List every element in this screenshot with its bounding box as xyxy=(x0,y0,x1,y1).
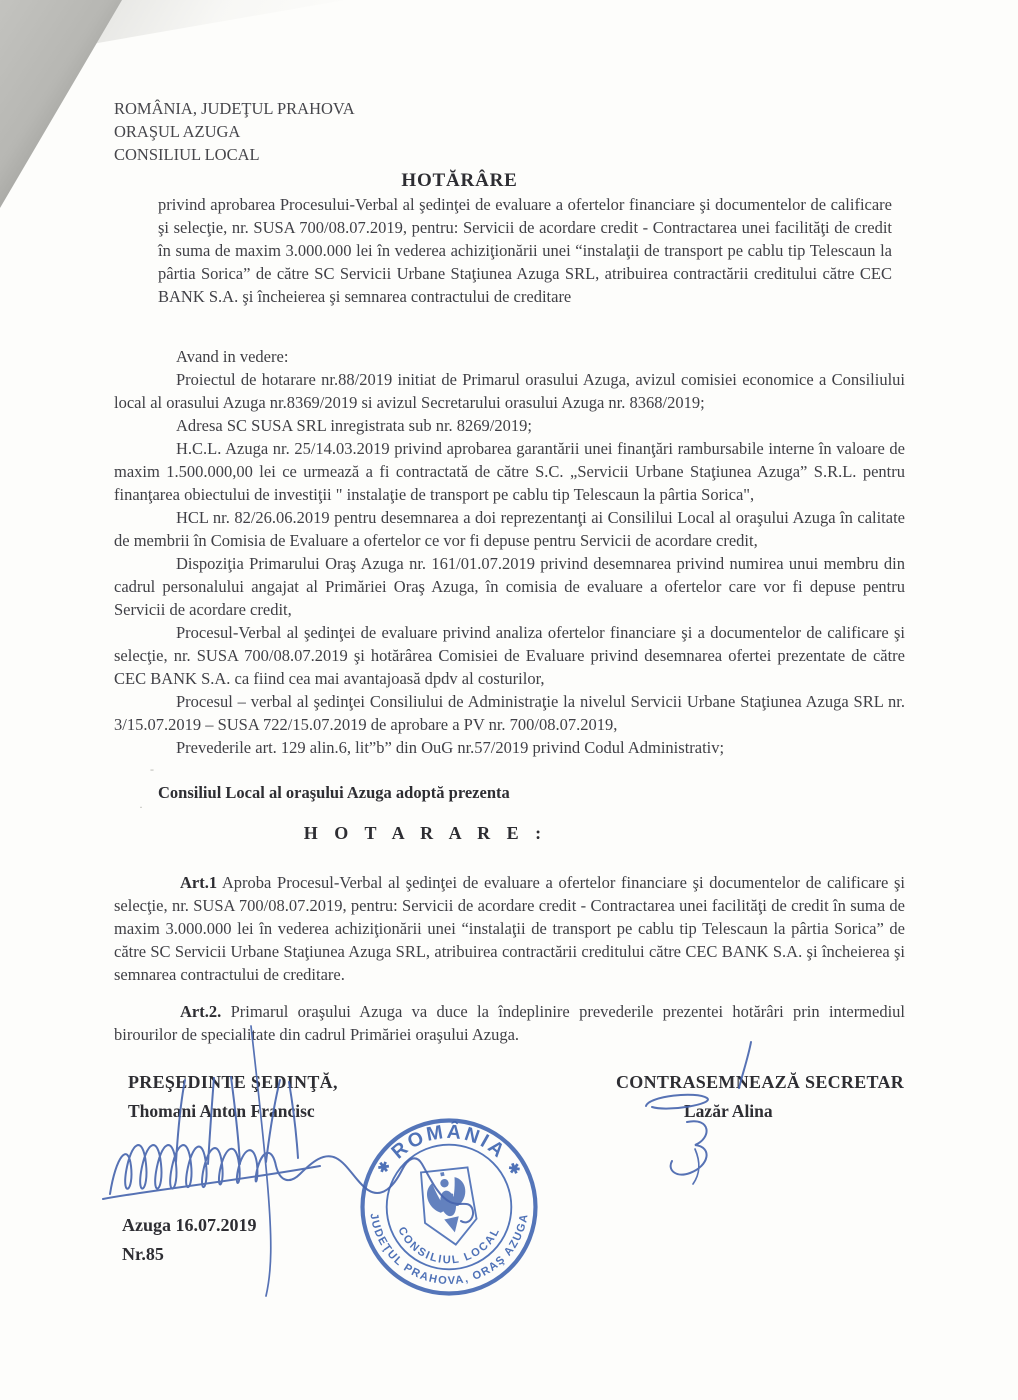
article-1-text: Aproba Procesul-Verbal al şedinţei de evaluare a ofertelor financiare şi documentelor de calificare şi selecţie, nr. SUSA 700/08.07.2019, pentru: Servicii de acordare credit - Contractarea unei facilităţi de credit în suma de maxim 3.000.000 lei în vederea achiziţionării unei “instalaţii de transport pe cablu tip Telescaun la pârtia Sorica” de către SC Servicii Urbane Staţiunea Azuga SRL, atribuirea contractării creditului către CEC BANK S.A. şi încheierea şi semnarea contractului de creditare. xyxy=(114,873,906,984)
svg-text:CONSILIUL LOCAL xyxy=(395,1225,502,1266)
stamp-council-text: CONSILIUL LOCAL xyxy=(395,1225,503,1267)
stamp-star-left: ✱ xyxy=(374,1157,394,1177)
consideration-item: Procesul-Verbal al şedinţei de evaluare privind analiza ofertelor financiare şi a documentelor de calificare şi selecţie, nr. SUSA 700/08.07.2019 şi hotărârea Comisiei de Evaluare privind desemnarea ofertei prezentate de către CEC BANK S.A. ca fiind cea mai avantajoasă dpdv al costurilor, xyxy=(114,623,905,688)
header-line-council: CONSILIUL LOCAL xyxy=(114,145,260,164)
consideration-item: Adresa SC SUSA SRL inregistrata sub nr. 8269/2019; xyxy=(176,416,532,435)
consideration-item: H.C.L. Azuga nr. 25/14.03.2019 privind aprobarea garantării unei finanţări rambursabile interne în valoare de maxim 1.500.000,00 lei ce urmează a fi contractată de către S.C. „Servicii Urbane Staţiunea Azuga” S.R.L. pentru finanţarea obiectului de investiţii " instalaţie de transport pe cablu tip Telescaun la pârtia Sorica", xyxy=(114,439,905,504)
article-1 xyxy=(114,871,905,986)
stamp-star-right: ✱ xyxy=(504,1158,524,1179)
svg-text:ROMÂNIA xyxy=(387,1119,510,1164)
signature-ink-left-underline xyxy=(103,1166,320,1199)
stamp-coat-of-arms xyxy=(414,1162,484,1250)
consideration-item: Procesul – verbal al şedinţei Consiliului de Administraţie la nivelul Servicii Urbane Staţiunea Azuga SRL nr. 3/15.07.2019 – SUSA 722/15.07.2019 de aprobare a PV nr. 700/08.07.2019, xyxy=(114,692,905,734)
document-title: HOTĂRÂRE xyxy=(401,170,518,191)
scan-speck: ‑ xyxy=(150,762,154,776)
consideration-item: Prevederile art. 129 alin.6, lit”b” din OuG nr.57/2019 privind Codul Administrativ; xyxy=(176,738,725,757)
signature-ink-long-stroke xyxy=(251,1026,271,1296)
decision-number: Nr.85 xyxy=(122,1244,164,1264)
consideration-item: HCL nr. 82/26.06.2019 pentru desemnarea a doi reprezentanţi ai Consililui Local al oraşului Azuga în calitate de membrii în Comisia de Evaluare a ofertelor ce vor fi depuse pentru Servicii de acordare credit, xyxy=(114,508,905,550)
president-signature-title: PREŞEDINTE ŞEDINŢĂ, xyxy=(128,1072,338,1092)
preamble-intro: Avand in vedere: xyxy=(176,347,289,366)
article-2-text: Primarul oraşului Azuga va duce la îndeplinire prevederile prezentei hotărâri prin intermediul birourilor de specialitate din cadrul Primăriei oraşului Azuga. xyxy=(114,1002,906,1044)
president-signature-name: Thomani Anton Francisc xyxy=(128,1101,315,1121)
article-2 xyxy=(114,1000,905,1046)
scan-speck: · xyxy=(139,800,143,814)
issuer-header xyxy=(114,97,905,166)
header-line-country-county: ROMÂNIA, JUDEŢUL PRAHOVA xyxy=(114,99,355,118)
consideration-item: Dispoziţia Primarului Oraş Azuga nr. 161/01.07.2019 privind desemnarea privind numirea unui membru din cadrul personalului angajat al Primăriei Oraş Azuga, în comisia de evaluare a ofertelor care vor fi depuse pentru Servicii de acordare credit, xyxy=(114,554,905,619)
document-subtitle: privind aprobarea Procesului-Verbal al şedinţei de evaluare a ofertelor financiare şi documentelor de calificare şi selecţie, nr. SUSA 700/08.07.2019, pentru: Servicii de acordare credit - Contractarea unei facilităţi de credit în suma de maxim 3.000.000 lei în vederea achiziţionării unei “instalaţii de transport pe cablu tip Telescaun la pârtia Sorica” de către SC Servicii Urbane Staţiunea Azuga SRL, atribuirea contractării creditului către CEC BANK S.A. şi încheierea şi semnarea contractului de creditare xyxy=(158,195,892,306)
signature-ink-right-flourish xyxy=(671,1121,707,1174)
stamp-country-text: ROMÂNIA xyxy=(387,1120,511,1164)
decision-heading: H O T A R A R E : xyxy=(303,823,548,843)
stamp-graphic xyxy=(356,1114,542,1300)
consideration-item: Proiectul de hotarare nr.88/2019 initiat de Primarul orasului Azuga, avizul comisiei economice a Consiliului local al orasului Azuga nr.8369/2019 si avizul Secretarului orasului Azuga nr. 8368/2019; xyxy=(114,370,905,412)
adoption-line: Consiliul Local al oraşului Azuga adoptă prezenta xyxy=(158,783,510,802)
signature-ink-right-tail xyxy=(693,1149,699,1184)
article-2-label: Art.2. xyxy=(180,1002,222,1021)
place-and-date: Azuga 16.07.2019 xyxy=(122,1215,257,1235)
official-round-stamp xyxy=(356,1114,542,1300)
stamp-county-town-text: JUDEŢUL PRAHOVA, ORAŞ AZUGA xyxy=(367,1212,531,1288)
secretary-signature-name: Lazăr Alina xyxy=(684,1101,773,1121)
secretary-countersign-title: CONTRASEMNEAZĂ SECRETAR xyxy=(616,1072,905,1092)
article-1-label: Art.1 xyxy=(180,873,218,892)
header-line-town: ORAŞUL AZUGA xyxy=(114,122,241,141)
